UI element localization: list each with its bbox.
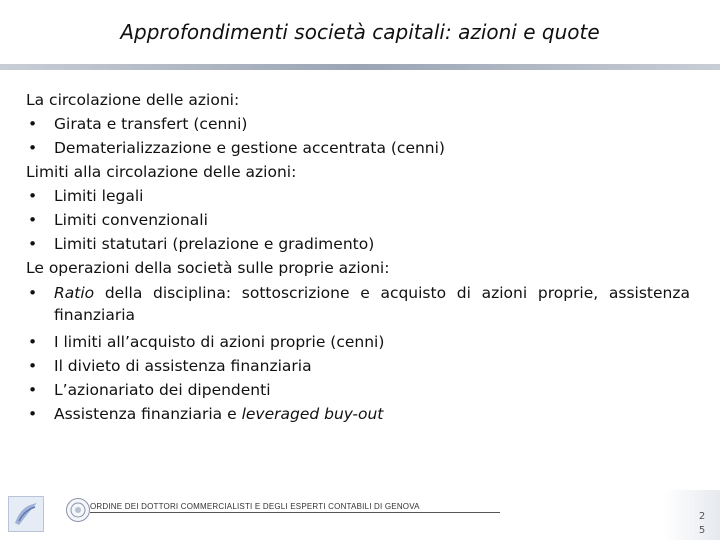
list-item-text: Limiti convenzionali: [54, 211, 208, 229]
bullet-list-limiti: [26, 184, 690, 256]
slide-content: [26, 88, 690, 426]
list-item-italic: leveraged buy-out: [241, 405, 384, 423]
page-number-box: [664, 490, 720, 540]
list-item: [26, 184, 690, 208]
footer-divider: [90, 512, 500, 513]
page-number: [696, 510, 708, 538]
list-item-text: I limiti all’acquisto di azioni proprie (cenni): [54, 333, 385, 351]
list-item-text: Girata e transfert (cenni): [54, 115, 248, 133]
section-heading-limiti: Limiti alla circolazione delle azioni:: [26, 163, 297, 181]
bullet-glyph: •: [28, 235, 38, 253]
list-item-text: L’azionariato dei dipendenti: [54, 381, 271, 399]
title-divider: [0, 64, 720, 70]
list-item: [26, 378, 690, 402]
bullet-list-circolazione: [26, 112, 690, 160]
page-number-digit-2: 5: [698, 525, 706, 536]
list-item: [26, 330, 690, 354]
list-item: [26, 232, 690, 256]
list-item-text: Assistenza finanziaria e: [54, 405, 242, 423]
bullet-glyph: •: [28, 357, 38, 375]
bullet-glyph: •: [28, 381, 38, 399]
page-number-digit-1: 2: [698, 511, 706, 522]
slide-title: Approfondimenti società capitali: azioni e quote: [120, 20, 600, 44]
slide-footer: [0, 490, 720, 540]
list-item-text: Limiti statutari (prelazione e gradimento): [54, 235, 375, 253]
list-item: [26, 354, 690, 378]
list-item-text: della disciplina: sottoscrizione e acquisto di azioni proprie, assistenza finanziaria: [54, 284, 690, 324]
bullet-glyph: •: [28, 187, 38, 205]
list-item: [26, 402, 690, 426]
seal-icon: [66, 498, 90, 522]
list-item-italic: Ratio: [54, 284, 95, 302]
organization-logo: [8, 496, 44, 532]
list-item-text: Dematerializzazione e gestione accentrata (cenni): [54, 139, 445, 157]
bullet-glyph: •: [28, 211, 38, 229]
list-item: [26, 282, 690, 326]
section-heading-circolazione: La circolazione delle azioni:: [26, 91, 240, 109]
bullet-glyph: •: [28, 115, 38, 133]
bullet-list-operazioni: [26, 282, 690, 426]
bullet-glyph: •: [28, 333, 38, 351]
list-item: [26, 136, 690, 160]
list-item-text: Il divieto di assistenza finanziaria: [54, 357, 312, 375]
bullet-glyph: •: [28, 284, 38, 302]
list-item: [26, 208, 690, 232]
footer-organization-text: ORDINE DEI DOTTORI COMMERCIALISTI E DEGLI ESPERTI CONTABILI DI GENOVA: [90, 502, 420, 511]
section-heading-operazioni: Le operazioni della società sulle proprie azioni:: [26, 259, 390, 277]
list-item-text: Limiti legali: [54, 187, 144, 205]
logo-icon: [9, 497, 43, 531]
list-item: [26, 112, 690, 136]
bullet-glyph: •: [28, 139, 38, 157]
bullet-glyph: •: [28, 405, 38, 423]
